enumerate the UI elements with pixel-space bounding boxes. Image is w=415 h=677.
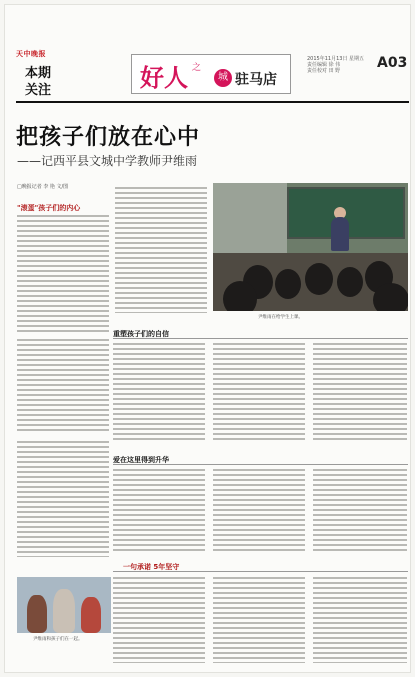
article-text-block bbox=[113, 577, 205, 663]
article-text-block bbox=[115, 187, 207, 313]
article-text-block bbox=[313, 469, 407, 553]
headline: 把孩子们放在心中 bbox=[16, 125, 201, 150]
column-banner bbox=[131, 54, 291, 94]
photo-caption: 尹维雨在给学生上课。 bbox=[258, 315, 303, 320]
banner-seal: 城 bbox=[214, 69, 232, 87]
article-text-block bbox=[213, 469, 305, 553]
teacher-figure bbox=[331, 217, 349, 251]
section-label: 本期关注 bbox=[24, 66, 51, 98]
header-rule bbox=[16, 101, 409, 103]
page-number: A03 bbox=[377, 55, 408, 71]
article-text-block bbox=[313, 577, 407, 663]
section-heading-3: 一句承诺 5年坚守 bbox=[123, 563, 180, 571]
section-heading-2: 爱在这里得到升华 bbox=[113, 456, 169, 464]
article-text-block bbox=[213, 343, 305, 443]
section-divider bbox=[113, 571, 408, 572]
article-text-block bbox=[17, 215, 109, 333]
article-text-block bbox=[113, 469, 205, 553]
newspaper-page bbox=[4, 4, 411, 673]
banner-city-text: 驻马店 bbox=[235, 72, 277, 88]
article-text-block bbox=[113, 343, 205, 443]
brand-logo: 天中晚报 bbox=[16, 50, 46, 58]
article-text-block bbox=[213, 577, 305, 663]
section-heading-1: 重塑孩子们的自信 bbox=[113, 330, 169, 338]
issue-meta bbox=[307, 56, 377, 74]
teacher-students-photo bbox=[17, 577, 111, 633]
issue-proofreader: 责任校对 田 野 bbox=[307, 68, 341, 74]
article-text-block bbox=[17, 339, 109, 433]
banner-small-text: 之 bbox=[192, 63, 202, 73]
issue-date: 2015年11月13日 星期五 bbox=[307, 56, 365, 62]
intro-heading: "滚蛋"孩子们的内心 bbox=[17, 204, 81, 212]
subheadline: ——记西平县文城中学教师尹维雨 bbox=[17, 154, 198, 168]
banner-big-text: 好人 bbox=[140, 63, 188, 92]
photo-caption: 尹维雨和孩子们在一起。 bbox=[33, 637, 83, 642]
article-text-block bbox=[313, 343, 407, 443]
article-text-block bbox=[17, 441, 109, 557]
section-divider bbox=[113, 338, 408, 339]
section-divider bbox=[113, 464, 408, 465]
classroom-photo bbox=[213, 183, 408, 311]
issue-editor: 责任编辑 徐 伟 bbox=[307, 62, 341, 68]
byline: □晚报记者 李 艳 文/图 bbox=[17, 184, 69, 190]
